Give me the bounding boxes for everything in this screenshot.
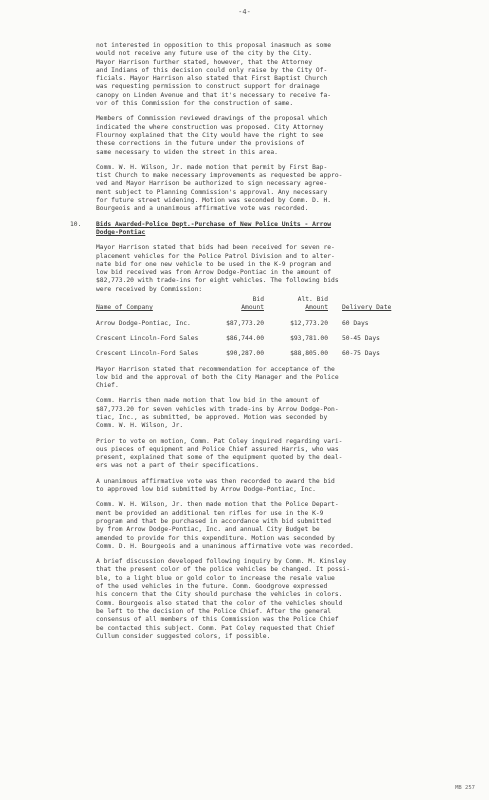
- text-line: be left to the decision of the Police Chief. After the general: [96, 607, 332, 615]
- bid-table-head-top: [96, 296, 438, 304]
- table-header: Alt. Bid: [297, 296, 328, 304]
- text-line: A brief discussion developed following inquiry by Comm. M. Kinsley: [96, 558, 347, 566]
- text-line: would not receive any future use of the city by the City.: [96, 50, 313, 58]
- table-header: Bid: [252, 296, 264, 304]
- item-title: Bids Awarded-Police Dept.-Purchase of New Police Units - Arrow: [96, 220, 332, 228]
- text-line: Prior to vote on motion, Comm. Pat Coley inquired regarding vari-: [96, 437, 343, 445]
- text-line: be contacted this subject. Comm. Pat Coley requested that Chief: [96, 624, 335, 632]
- text-line: consensus of all members of this Commission was the Police Chief: [96, 616, 339, 624]
- text-line: ous pieces of equipment and Police Chief assured Harris, who was: [96, 445, 339, 453]
- text-line: to approved low bid submitted by Arrow Dodge-Pontiac, Inc.: [96, 486, 316, 494]
- text-line: of the used vehicles in the future. Comm. Goodgrove expressed: [96, 583, 328, 591]
- text-line: low bid and the approval of both the City Manager and the Police: [96, 373, 339, 381]
- paragraph-recommendation: [96, 366, 438, 391]
- text-line: amended to provide for this expenditure. Motion was seconded by: [96, 534, 335, 542]
- text-line: nate bid for one new vehicle to be used in the K-9 program and: [96, 260, 332, 268]
- text-line: was requesting permission to construct support for drainage: [96, 83, 320, 91]
- text-line: canopy on Linden Avenue and that it's necessary to receive fa-: [96, 91, 332, 99]
- bid-table: [96, 296, 438, 358]
- table-cell: 60-75 Days: [342, 350, 380, 358]
- text-line: Mayor Harrison stated that recommendation for acceptance of the: [96, 365, 335, 373]
- table-header: [328, 296, 438, 304]
- minutes-body: [70, 42, 438, 641]
- table-cell: $88,805.00: [290, 350, 328, 358]
- table-cell: $12,773.20: [290, 319, 328, 327]
- text-line: ment subject to Planning Commission's approval. Any necessary: [96, 188, 328, 196]
- text-line: Members of Commission reviewed drawings of the proposal which: [96, 115, 328, 123]
- text-line: Bourgeois and a unanimous affirmative vote was recorded.: [96, 205, 309, 213]
- table-cell: $90,287.00: [226, 350, 264, 358]
- text-line: Comm. W. H. Wilson, Jr. then made motion that the Police Depart-: [96, 501, 339, 509]
- paragraph-motion-award: [96, 397, 438, 430]
- text-line: program and that be purchased in accordance with bid submitted: [96, 517, 332, 525]
- bid-table-header: [96, 304, 438, 312]
- agenda-item-heading: [70, 220, 438, 238]
- text-line: that the present color of the police vehicles be changed. It possi-: [96, 566, 351, 574]
- text-line: Chief.: [96, 382, 119, 390]
- text-line: Comm. D. H. Bourgeois and a unanimous affirmative vote was recorded.: [96, 542, 354, 550]
- text-line: not interested in opposition to this proposal inasmuch as some: [96, 42, 332, 49]
- text-line: same necessary to widen the street in this area.: [96, 148, 278, 156]
- table-header: Delivery Date: [342, 304, 392, 312]
- text-line: vor of this Commission for the construction of same.: [96, 100, 294, 108]
- text-line: were received by Commission:: [96, 285, 203, 293]
- text-line: Comm. Bourgeois also stated that the color of the vehicles should: [96, 599, 343, 607]
- text-line: ble, to a light blue or gold color to increase the resale value: [96, 574, 335, 582]
- text-line: Comm. W. H. Wilson, Jr. made motion that permit by First Bap-: [96, 163, 328, 171]
- paragraph-vote: [96, 478, 438, 495]
- table-cell: $87,773.20: [226, 319, 264, 327]
- text-line: Flournoy explained that the City would have the right to see: [96, 131, 324, 139]
- text-line: and Indians of this decision could only raise by the City Of-: [96, 66, 328, 74]
- text-line: low bid received was from Arrow Dodge-Pontiac in the amount of: [96, 269, 332, 277]
- text-line: his concern that the City should purchase the vehicles in colors.: [96, 591, 343, 599]
- text-line: ved and Mayor Harrison be authorized to sign necessary agree-: [96, 180, 328, 188]
- page-number: -4-: [238, 8, 251, 16]
- table-row: [96, 335, 438, 343]
- text-line: present, explained that some of the equipment quoted by the deal-: [96, 454, 343, 462]
- table-cell: Crescent Lincoln-Ford Sales: [96, 334, 199, 342]
- text-line: Comm. W. H. Wilson, Jr.: [96, 422, 184, 430]
- paragraph-bids: [96, 244, 438, 294]
- text-line: A unanimous affirmative vote was then recorded to award the bid: [96, 477, 335, 485]
- table-cell: $93,781.00: [290, 334, 328, 342]
- text-line: Cullum consider suggested colors, if possible.: [96, 632, 271, 640]
- table-cell: 50-45 Days: [342, 334, 380, 342]
- item-number: 10.: [70, 220, 82, 228]
- text-line: tist Church to make necessary improvements as requested be appro-: [96, 172, 343, 180]
- table-header: [96, 296, 206, 304]
- paragraph-inquiry: [96, 438, 438, 471]
- paragraph-discussion: [96, 558, 438, 641]
- paragraph-members-review: [96, 115, 438, 156]
- text-line: ment be provided an additional ten rifles for use in the K-9: [96, 509, 324, 517]
- table-header: Name of Company: [96, 304, 153, 312]
- page-footer-code: MB 257: [455, 784, 475, 791]
- paragraph-intro: [96, 42, 438, 108]
- table-cell: Crescent Lincoln-Ford Sales: [96, 350, 199, 358]
- table-header: Amount: [241, 304, 264, 312]
- text-line: placement vehicles for the Police Patrol Division and to alter-: [96, 252, 335, 260]
- table-cell: Arrow Dodge-Pontiac, Inc.: [96, 319, 191, 327]
- item-title-continued: Dodge-Pontiac: [96, 228, 146, 236]
- text-line: by from Arrow Dodge-Pontiac, Inc. and annual City Budget be: [96, 526, 320, 534]
- text-line: for future street widening. Motion was seconded by Comm. D. H.: [96, 197, 332, 205]
- table-header: Amount: [305, 304, 328, 312]
- table-cell: 60 Days: [342, 319, 369, 327]
- paragraph-motion-church: [96, 164, 438, 214]
- text-line: Comm. Harris then made motion that low bid in the amount of: [96, 397, 320, 405]
- text-line: Mayor Harrison further stated, however, that the Attorney: [96, 58, 313, 66]
- text-line: Mayor Harrison stated that bids had been received for seven re-: [96, 244, 335, 252]
- table-row: [96, 320, 438, 328]
- paragraph-motion-rifles: [96, 501, 438, 551]
- text-line: ers was not a part of their specifications.: [96, 462, 260, 470]
- text-line: $82,773.20 with trade-ins for eight vehicles. The following bids: [96, 277, 339, 285]
- text-line: ficials. Mayor Harrison also stated that First Baptist Church: [96, 75, 328, 83]
- text-line: these corrections in the future under the provisions of: [96, 140, 305, 148]
- text-line: $87,773.20 for seven vehicles with trade-ins by Arrow Dodge-Pon-: [96, 405, 339, 413]
- table-cell: $86,744.00: [226, 334, 264, 342]
- text-line: tiac, Inc., as submitted, be approved. Motion was seconded by: [96, 413, 328, 421]
- table-row: [96, 350, 438, 358]
- text-line: indicated the where construction was proposed. City Attorney: [96, 123, 324, 131]
